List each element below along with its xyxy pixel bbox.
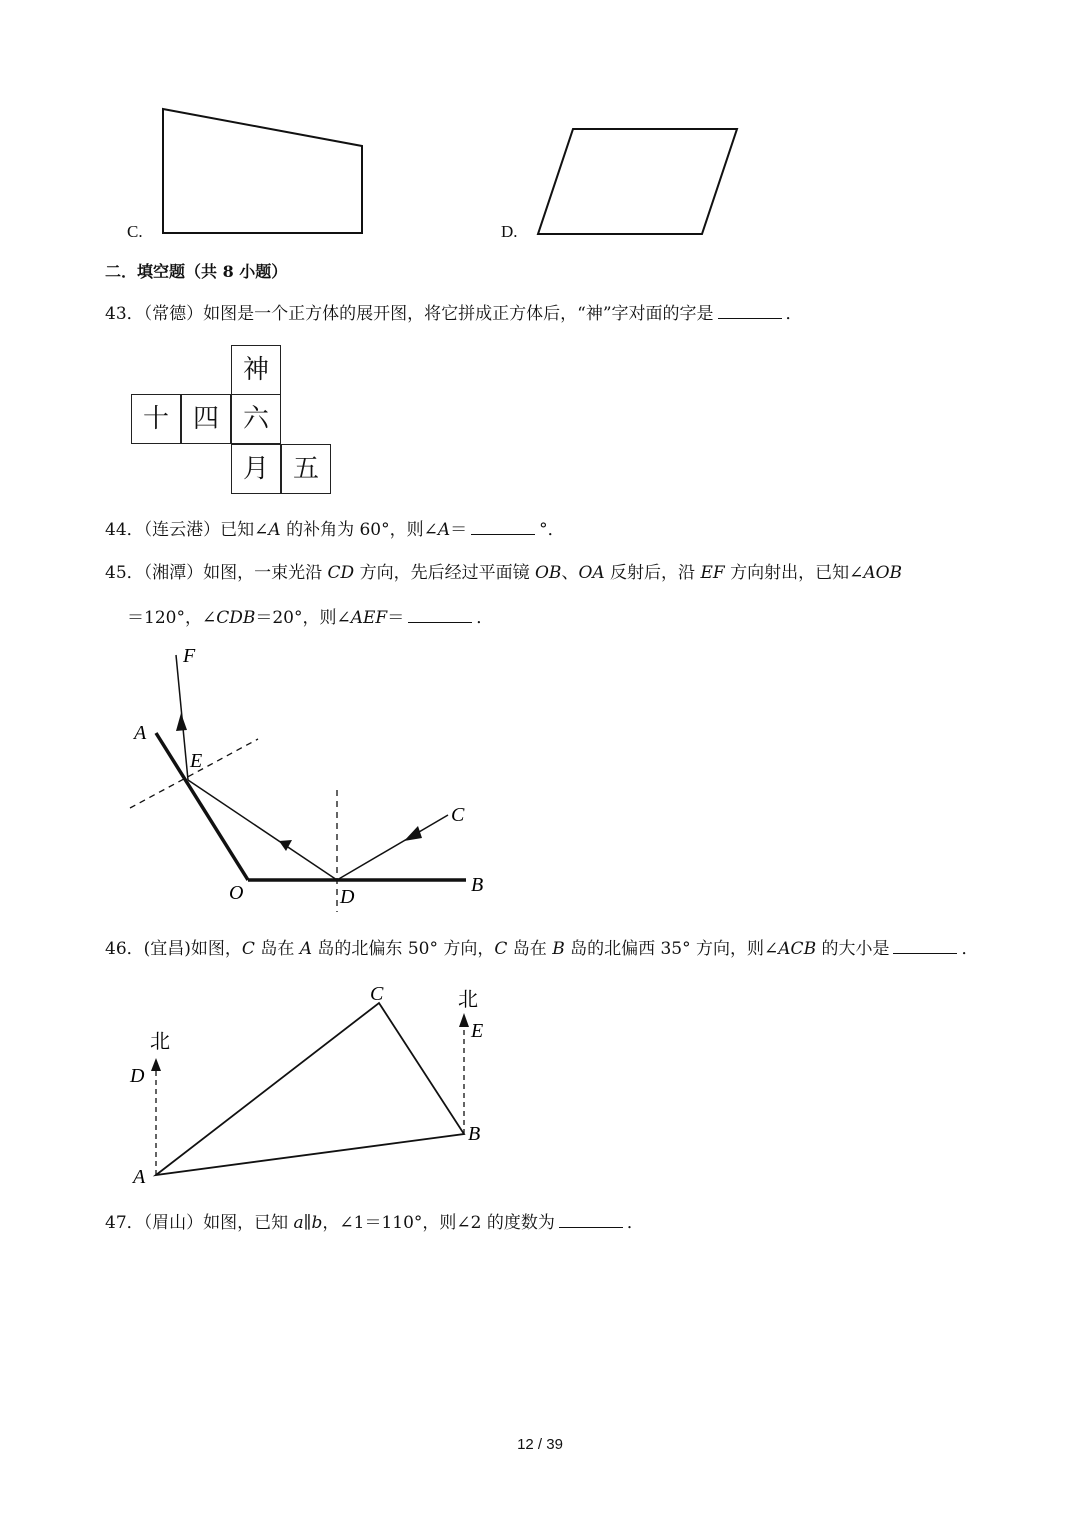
q46-acb: ACB — [778, 939, 817, 959]
q44-text-c: ＝ — [450, 520, 468, 540]
q46-north-label-2: 北 — [458, 989, 478, 1011]
q46-c: C — [241, 939, 255, 959]
page-number: 12 / 39 — [517, 1436, 563, 1453]
net-cell-bottom-2: 五 — [281, 444, 331, 494]
q45-text: ＝120°，∠ — [127, 608, 217, 628]
q45-cdb: CDB — [216, 608, 256, 628]
question-47 — [105, 1211, 644, 1234]
q45-label-b: B — [471, 874, 484, 896]
q46-text: 岛在 — [507, 939, 553, 959]
q47-answer-blank — [559, 1211, 623, 1228]
q45-text: 方向，先后经过平面镜 — [354, 563, 535, 583]
q45-label-d: D — [340, 886, 355, 908]
q47-number: 47． — [105, 1213, 144, 1233]
q45-label-a: A — [134, 722, 147, 744]
q46-label-c: C — [370, 983, 384, 1005]
q46-text: 如图， — [190, 939, 242, 959]
q44-text-b: 的补角为 60°，则∠ — [280, 520, 438, 540]
option-c-label: C. — [127, 222, 143, 241]
q47-source: （眉山） — [143, 1213, 204, 1233]
net-cell-top: 神 — [231, 345, 281, 395]
q45-text: ＝ — [387, 608, 405, 628]
q45-aob: AOB — [863, 563, 903, 583]
q46-text: 岛的北偏东 50° 方向， — [312, 939, 495, 959]
q46-label-e: E — [471, 1020, 484, 1042]
q47-end: ． — [626, 1213, 644, 1233]
q45-cd: CD — [327, 563, 355, 583]
q44-source: （连云港） — [143, 520, 221, 540]
q45-text: ＝20°，则∠ — [255, 608, 351, 628]
q45-ef: EF — [700, 563, 725, 583]
q46-label-b: B — [468, 1123, 481, 1145]
q46-north-label-1: 北 — [150, 1031, 170, 1053]
q44-text-a: 已知∠ — [220, 520, 269, 540]
q44-number: 44． — [105, 520, 144, 540]
q43-source: （常德） — [143, 304, 204, 324]
net-cell-row-3: 六 — [231, 394, 281, 444]
q45-label-c: C — [451, 804, 465, 826]
section-title: 二．填空题（共 8 小题） — [105, 262, 288, 281]
q45-text: 反射后，沿 — [604, 563, 701, 583]
q47-text: 如图，已知 — [203, 1213, 294, 1233]
q43-number: 43． — [105, 304, 144, 324]
q46-c: C — [494, 939, 508, 959]
q46-b: B — [552, 939, 565, 959]
q46-source: (宜昌) — [143, 939, 191, 959]
q43-end: ． — [785, 304, 803, 324]
q45-text: 方向射出，已知∠ — [724, 563, 864, 583]
q46-text: 岛的北偏西 35° 方向，则∠ — [564, 939, 779, 959]
q46-label-a: A — [133, 1166, 146, 1188]
net-cell-row-1: 十 — [131, 394, 181, 444]
q46-label-d: D — [130, 1065, 145, 1087]
q46-text: 岛在 — [254, 939, 300, 959]
q45-source: （湘潭） — [143, 563, 204, 583]
q44-end: °． — [539, 520, 565, 540]
net-cell-row-2: 四 — [181, 394, 231, 444]
q46-end: ． — [961, 939, 979, 959]
q45-label-f: F — [183, 645, 196, 667]
q46-text: 的大小是 — [816, 939, 890, 959]
q45-oa: OA — [578, 563, 605, 583]
option-d-label: D. — [501, 222, 518, 241]
q45-text: 如图，一束光沿 — [203, 563, 328, 583]
q45-aef: AEF — [350, 608, 388, 628]
q43-text: 如图是一个正方体的展开图，将它拼成正方体后，“神”字对面的字是 — [203, 304, 714, 324]
q45-end: ． — [476, 608, 494, 628]
q47-text: ，∠1＝110°，则∠2 的度数为 — [322, 1213, 555, 1233]
q46-a: A — [299, 939, 313, 959]
q44-angle-2: A — [437, 520, 451, 540]
q45-label-e: E — [190, 750, 203, 772]
q44-angle: A — [268, 520, 281, 540]
net-cell-bottom-1: 月 — [231, 444, 281, 494]
q46-number: 46． — [105, 939, 144, 959]
q45-text: 、 — [561, 563, 579, 583]
q45-label-o: O — [229, 882, 244, 904]
q45-number: 45． — [105, 563, 144, 583]
q47-parallel: a∥b — [293, 1213, 323, 1233]
q45-ob: OB — [535, 563, 562, 583]
